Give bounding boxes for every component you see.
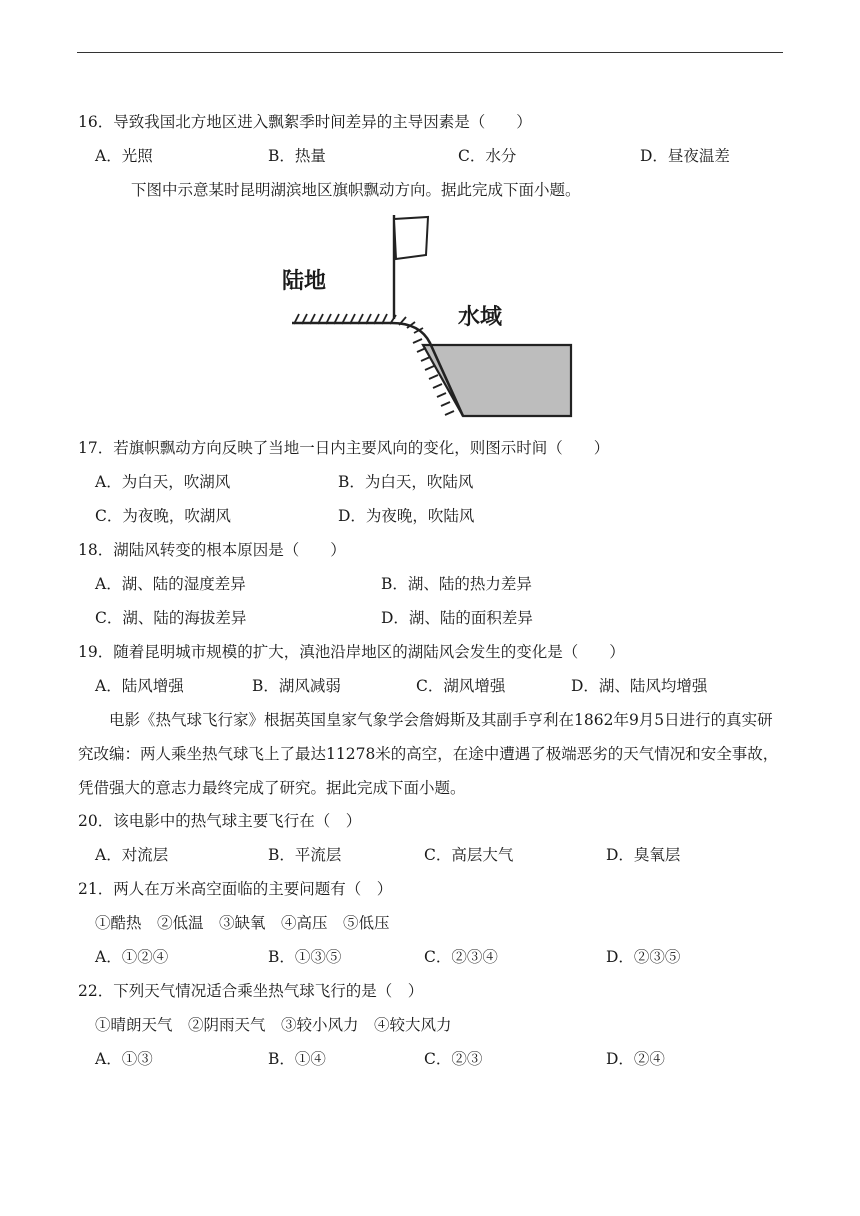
q18-option-a: A．湖、陆的湿度差异 bbox=[95, 575, 246, 593]
q20-option-c: C．高层大气 bbox=[424, 846, 514, 864]
q19-option-b: B．湖风减弱 bbox=[252, 677, 341, 695]
q17-option-c: C．为夜晚，吹湖风 bbox=[95, 507, 231, 525]
land-hatching bbox=[294, 314, 454, 415]
lake-land-breeze-figure bbox=[280, 215, 580, 425]
land-label: 陆地 bbox=[282, 269, 327, 294]
q19-option-c: C．湖风增强 bbox=[416, 677, 506, 695]
q21-option-d: D．②③⑤ bbox=[606, 948, 681, 966]
q22-items: ①晴朗天气 ②阴雨天气 ③较小风力 ④较大风力 bbox=[95, 1016, 452, 1034]
header-rule bbox=[77, 52, 783, 53]
q21-items: ①酷热 ②低温 ③缺氧 ④高压 ⑤低压 bbox=[95, 914, 390, 932]
q16-stem: 16．导致我国北方地区进入飘絮季时间差异的主导因素是（ ） bbox=[78, 113, 532, 131]
intro-lake: 下图中示意某时昆明湖滨地区旗帜飘动方向。据此完成下面小题。 bbox=[131, 181, 581, 199]
q21-option-a: A．①②④ bbox=[95, 948, 169, 966]
q18-option-d: D．湖、陆的面积差异 bbox=[381, 609, 533, 627]
q19-option-d: D．湖、陆风均增强 bbox=[571, 677, 708, 695]
water-body bbox=[423, 345, 571, 416]
q19-option-a: A．陆风增强 bbox=[95, 677, 184, 695]
q17-option-d: D．为夜晚，吹陆风 bbox=[338, 507, 475, 525]
q16-option-a: A．光照 bbox=[95, 147, 153, 165]
q22-option-a: A．①③ bbox=[95, 1050, 153, 1068]
q17-option-a: A．为白天，吹湖风 bbox=[95, 473, 231, 491]
intro-balloon: 电影《热气球飞行家》根据英国皇家气象学会詹姆斯及其副手亨利在1862年9月5日进行的真实研究改编：两人乘坐热气球飞上了最达11278米的高空，在途中遭遇了极端恶劣的天气情况和安全事故，凭借强大的意志力最终完成了研究。据此完成下面小题。 bbox=[78, 711, 779, 797]
flag-diagram bbox=[280, 215, 580, 425]
q19-stem: 19．随着昆明城市规模的扩大，滇池沿岸地区的湖陆风会发生的变化是（ ） bbox=[78, 643, 625, 661]
q17-option-b: B．为白天，吹陆风 bbox=[338, 473, 474, 491]
q21-option-b: B．①③⑤ bbox=[268, 948, 342, 966]
q20-stem: 20．该电影中的热气球主要飞行在（ ） bbox=[78, 812, 362, 830]
q21-stem: 21．两人在万米高空面临的主要问题有（ ） bbox=[78, 880, 393, 898]
flag bbox=[394, 217, 428, 259]
q22-option-c: C．②③ bbox=[424, 1050, 483, 1068]
q17-stem: 17．若旗帜飘动方向反映了当地一日内主要风向的变化，则图示时间（ ） bbox=[78, 439, 610, 457]
q18-option-c: C．湖、陆的海拔差异 bbox=[95, 609, 247, 627]
q16-option-b: B．热量 bbox=[268, 147, 326, 165]
q20-option-d: D．臭氧层 bbox=[606, 846, 681, 864]
q21-option-c: C．②③④ bbox=[424, 948, 498, 966]
q22-option-b: B．①④ bbox=[268, 1050, 326, 1068]
q16-option-c: C．水分 bbox=[458, 147, 517, 165]
q20-option-a: A．对流层 bbox=[95, 846, 169, 864]
q16-option-d: D．昼夜温差 bbox=[640, 147, 730, 165]
q22-stem: 22．下列天气情况适合乘坐热气球飞行的是（ ） bbox=[78, 982, 424, 1000]
q18-option-b: B．湖、陆的热力差异 bbox=[381, 575, 532, 593]
q20-option-b: B．平流层 bbox=[268, 846, 342, 864]
q18-stem: 18．湖陆风转变的根本原因是（ ） bbox=[78, 541, 346, 559]
water-label: 水域 bbox=[458, 305, 503, 330]
q22-option-d: D．②④ bbox=[606, 1050, 665, 1068]
